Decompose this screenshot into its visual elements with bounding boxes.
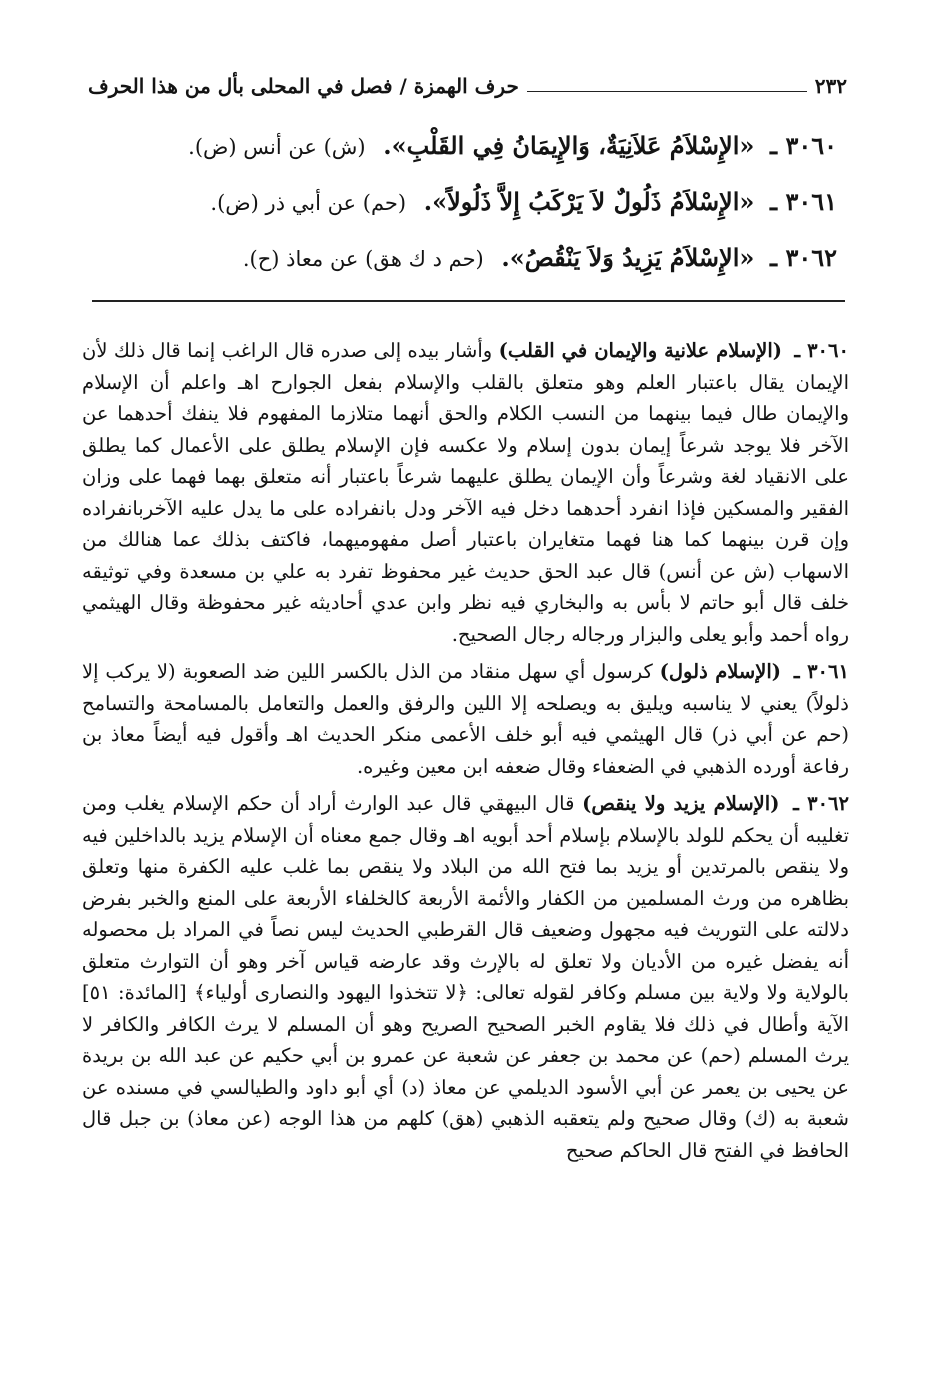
commentary-body: وأشار بيده إلى صدره قال الراغب إنما قال ذلك لأن الإيمان يقال باعتبار العلم وهو متعلق بالقلب والإسلام بفعل الجوارح اهـ واعلم أن الإسلام والإيمان طال فيما بينهما من النسب الكلام والحق أنهما متلازما المفهوم فلا ينفك أحدهما عن الآخر فلا يوجد شرعاً إيمان بدون إسلام ولا عكسه فإن الإسلام يطلق على الأعمال كما يطلق على الانقياد لغة وشرعاً وأن الإيمان يطلق عليهما شرعاً باعتبار أنه متعلق بهما فهما على وزان الفقير والمسكين فإذا انفرد أحدهما دخل فيه الآخر ودل بانفراده على ما يدل عليه الآخربانفراده وإن قرن بينهما كما هنا فهما متغايران باعتبار أصل مفهوميهما، فاكتف بذلك عما هنالك من الاسهاب (ش عن أنس) قال عبد الحق حديث غير محفوظ تفرد به علي بن مسعدة وفي توثيقه خلف قال أبو حاتم لا بأس به والبخاري فيه نظر وابن عدي أحاديثه غير محفوظة وقال الهيثمي رواه أحمد وأبو يعلى والبزار ورجاله رجال الصحيح. (82, 339, 849, 646)
hadith-entry (150, 174, 837, 230)
hadith-source: (حم د ك هق) عن معاذ (ح). (242, 247, 484, 271)
hadith-list (150, 118, 837, 286)
commentary-paragraph (82, 335, 849, 650)
commentary-body: كرسول أي سهل منقاد من الذل بالكسر اللين ضد الصعوبة (لا يركب إلا ذلولاً) يعني لا يناسبه ويليق به ويصلحه إلا اللين والرفق والعمل والتعامل بالمسامحة والتسامح (حم عن أبي ذر) قال الهيثمي فيه أبو خلف الأعمى منكر الحديث اهـ وأقول فيه أيضاً معاذ بن رفاعة أورده الذهبي في الضعفاء وقال ضعفه ابن معين وغيره. (82, 660, 849, 778)
page-number: ٢٣٢ (814, 74, 847, 98)
section-divider (92, 300, 845, 302)
page-header (88, 64, 847, 98)
hadith-text: «الإِسْلاَمُ ذَلُولٌ لاَ يَرْكَبُ إِلاَّ ذَلُولاً». (423, 187, 755, 216)
hadith-source: (حم) عن أبي ذر (ض). (210, 191, 407, 215)
hadith-number: ٣٠٦٢ ـ (770, 243, 837, 272)
hadith-text: «الإِسْلاَمُ يَزِيدُ وَلاَ يَنْقُصُ». (501, 243, 755, 272)
hadith-number: ٣٠٦١ ـ (770, 187, 837, 216)
page-running-title: حرف الهمزة / فصل في المحلى بأل من هذا الحرف (88, 74, 519, 98)
commentary-number: ٣٠٦٠ ـ (794, 339, 849, 362)
commentary-lemma: (الإسلام ذلول) (659, 660, 782, 683)
commentary-number: ٣٠٦٢ ـ (793, 792, 850, 815)
commentary-lemma: (الإسلام يزيد ولا ينقص) (582, 792, 780, 815)
hadith-text: «الإِسْلاَمُ عَلاَنِيَةٌ، وَالإِيمَانُ فِي القَلْبِ». (383, 131, 755, 160)
hadith-source: (ش) عن أنس (ض). (188, 135, 366, 159)
commentary-section (82, 335, 849, 1172)
hadith-entry (150, 118, 837, 174)
hadith-number: ٣٠٦٠ ـ (770, 131, 837, 160)
commentary-paragraph (82, 656, 849, 782)
header-rule (527, 91, 807, 92)
hadith-entry (150, 230, 837, 286)
commentary-lemma: (الإسلام علانية والإيمان في القلب) (498, 339, 782, 362)
commentary-paragraph (82, 788, 849, 1166)
commentary-number: ٣٠٦١ ـ (793, 660, 849, 683)
commentary-body: قال البيهقي قال عبد الوارث أراد أن حكم الإسلام يغلب ومن تغليبه أن يحكم للولد بالإسلام بإسلام أحد أبويه اهـ وقال جمع معناه أن الإسلام يزيد بالداخلين فيه ولا ينقص بالمرتدين أو يزيد بما فتح الله من البلاد ولا ينقص بما غلب عليه الكفرة منها وتعلق بظاهره من ورث المسلمين من الكفار والأئمة الأربعة كالخلفاء الأربعة على المنع والخبر بفرض دلالته على التوريث فيه مجهول وضعيف قال القرطبي الحديث ليس نصاً في المراد بل محصوله أنه يفضل غيره من الأديان ولا تعلق له بالإرث وقد عارضه قياس آخر وهو أن التوارث متعلق بالولاية ولا ولاية بين مسلم وكافر لقوله تعالى: ﴿لا تتخذوا اليهود والنصارى أولياء﴾ [المائدة: ٥١] الآية وأطال في ذلك فلا يقاوم الخبر الصحيح الصريح وهو أن المسلم لا يرث الكافر والكافر لا يرث المسلم (حم) عن محمد بن جعفر عن شعبة عن عمرو بن أبي حكيم عن عبد الله بن بريدة عن يحيى بن يعمر عن أبي الأسود الديلمي عن معاذ (د) أي أبو داود والطيالسي في مسنده عن شعبة به (ك) وقال صحيح ولم يتعقبه الذهبي (هق) كلهم من هذا الوجه (عن معاذ) بن جبل قال الحافظ في الفتح قال الحاكم صحيح (82, 792, 849, 1162)
